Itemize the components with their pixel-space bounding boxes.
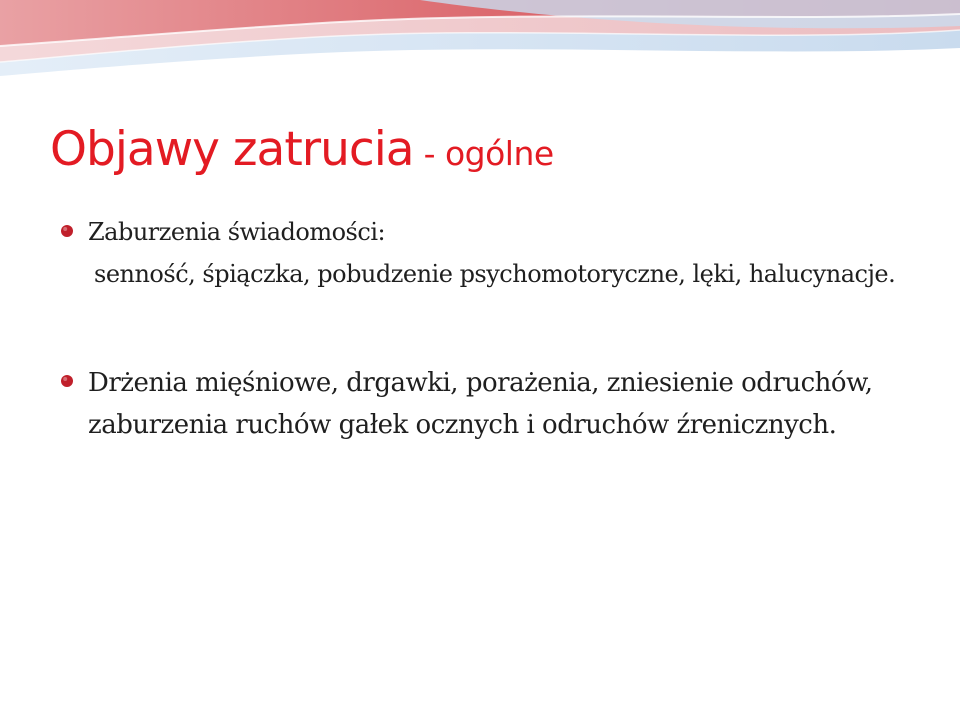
bullet-item-muscles bbox=[60, 362, 940, 446]
slide-title bbox=[50, 122, 554, 177]
bullet-text: Drżenia mięśniowe, drgawki, porażenia, zniesienie odruchów, zaburzenia ruchów gałek ocznych i odruchów źrenicznych. bbox=[88, 368, 873, 440]
round-bullet-icon bbox=[60, 374, 74, 388]
bullet-item-consciousness bbox=[60, 212, 940, 294]
title-sub: - ogólne bbox=[413, 134, 554, 173]
bullet-list bbox=[60, 212, 940, 446]
title-main: Objawy zatrucia bbox=[50, 122, 414, 177]
bullet-lead-text: Zaburzenia świadomości: bbox=[88, 218, 386, 246]
decorative-wave-banner bbox=[0, 0, 960, 90]
round-bullet-icon bbox=[60, 224, 74, 238]
bullet-detail-text: senność, śpiączka, pobudzenie psychomotoryczne, lęki, halucynacje. bbox=[94, 260, 896, 288]
